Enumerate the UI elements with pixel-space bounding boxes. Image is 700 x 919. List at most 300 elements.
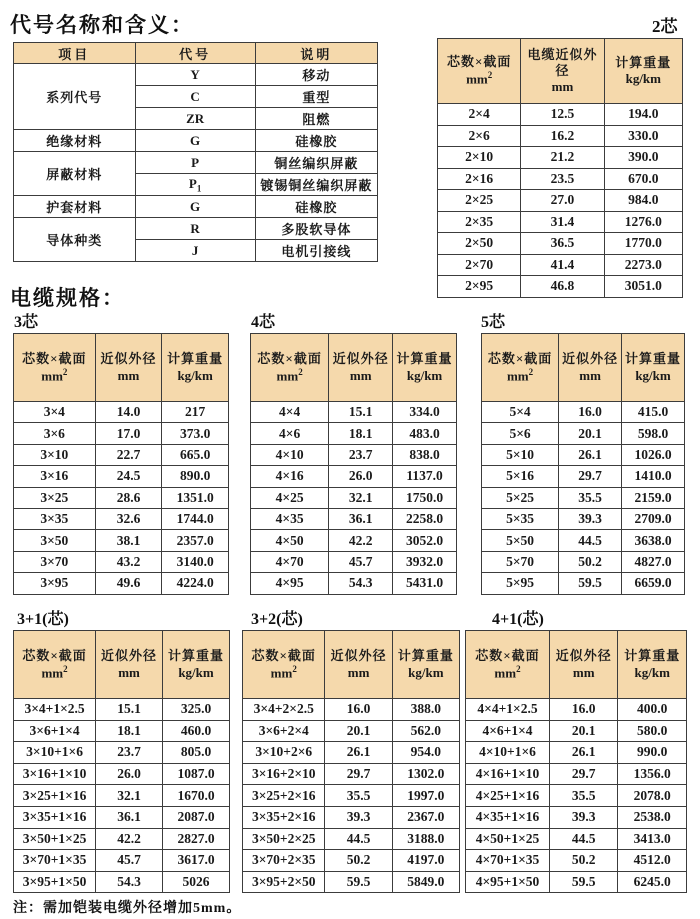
cell: 23.7 — [96, 742, 163, 764]
cell: 598.0 — [622, 423, 685, 444]
column-title: 计算重量 — [168, 648, 225, 664]
superscript: 2 — [292, 663, 297, 674]
spec-table-4core — [250, 333, 457, 595]
column-header — [604, 39, 682, 104]
cell: 5×95 — [482, 573, 559, 594]
cell: 1356.0 — [618, 763, 687, 785]
table-row — [14, 487, 229, 508]
table-row — [466, 785, 687, 807]
cell-item: 护套材料 — [14, 196, 136, 218]
table-row — [466, 806, 687, 828]
table-row — [14, 828, 230, 850]
table-row — [14, 573, 229, 594]
cell: 3×95+2×50 — [243, 871, 325, 893]
table-row — [243, 871, 460, 893]
cell: 4197.0 — [392, 850, 459, 872]
column-header — [521, 39, 604, 104]
table-row — [14, 806, 230, 828]
table-row — [243, 763, 460, 785]
table-row — [243, 828, 460, 850]
table-row — [14, 551, 229, 572]
cell-code: Y — [135, 64, 255, 86]
cell: 415.0 — [622, 402, 685, 423]
cell: 54.3 — [96, 871, 163, 893]
table-row — [14, 402, 229, 423]
cell: 2538.0 — [618, 806, 687, 828]
column-title: 近似外径 — [332, 351, 389, 367]
cell: 49.6 — [95, 573, 162, 594]
cell: 1997.0 — [392, 785, 459, 807]
cell: 44.5 — [549, 828, 618, 850]
cell: 3×25 — [14, 487, 96, 508]
cell: 32.1 — [96, 785, 163, 807]
cell: 954.0 — [392, 742, 459, 764]
cell: 15.1 — [329, 402, 393, 423]
column-unit: $mm^2$ — [466, 70, 493, 87]
cell: 5×10 — [482, 444, 559, 465]
column-title: 芯数×截面 — [22, 647, 87, 663]
column-header — [325, 631, 392, 699]
cell: 1770.0 — [604, 233, 682, 255]
cell: 6659.0 — [622, 573, 685, 594]
table-row — [14, 196, 378, 218]
table-header-row — [14, 43, 378, 64]
cell-item: 系列代号 — [14, 64, 136, 130]
table-header-row — [14, 334, 229, 402]
table-row — [251, 573, 457, 594]
cell: 2×70 — [438, 254, 521, 276]
table-row — [243, 806, 460, 828]
cell: 2159.0 — [622, 487, 685, 508]
column-title: 电缆近似外径 — [527, 46, 598, 78]
column-title: 芯数×截面 — [257, 350, 322, 366]
column-title: 计算重量 — [625, 351, 682, 367]
table-label-5core: 5芯 — [481, 314, 506, 331]
cell: 580.0 — [618, 720, 687, 742]
column-header — [438, 39, 521, 104]
cell-desc: 移动 — [255, 64, 377, 86]
section-title-codes: 代号名称和含义： — [10, 13, 194, 37]
cell: 5×35 — [482, 508, 559, 529]
cell: 4×50 — [251, 530, 329, 551]
cell-desc: 多股软导体 — [255, 218, 377, 240]
column-title: 计算重量 — [615, 54, 672, 70]
spec-table-3plus1 — [13, 630, 230, 893]
cell: 3×10 — [14, 444, 96, 465]
cell: 59.5 — [549, 871, 618, 893]
cell: 4×95+1×50 — [466, 871, 550, 893]
table-label-2core: 2芯 — [652, 17, 678, 36]
column-unit: mm — [572, 664, 595, 680]
column-header-item: 项目 — [14, 43, 136, 64]
cell: 36.1 — [329, 508, 393, 529]
cell: 5×50 — [482, 530, 559, 551]
cell: 26.0 — [96, 763, 163, 785]
cell: 59.5 — [325, 871, 392, 893]
table-row — [14, 64, 378, 86]
cell-item: 导体种类 — [14, 218, 136, 262]
table-row — [482, 444, 685, 465]
table-row — [14, 742, 230, 764]
cell: 38.1 — [95, 530, 162, 551]
column-header — [559, 334, 622, 402]
cell: 2709.0 — [622, 508, 685, 529]
cell: 2×95 — [438, 276, 521, 298]
column-header — [549, 631, 618, 699]
footer-note: 注：需加铠装电缆外径增加5mm。 — [13, 901, 242, 916]
cell: 26.1 — [325, 742, 392, 764]
cell: 3×95+1×50 — [14, 871, 96, 893]
cell: 890.0 — [162, 466, 229, 487]
table-row — [482, 487, 685, 508]
column-unit: kg/km — [625, 71, 661, 86]
cell: 20.1 — [559, 423, 622, 444]
column-unit: kg/km — [406, 367, 443, 383]
cell: 483.0 — [393, 423, 457, 444]
table-row — [14, 466, 229, 487]
cell: 4×4 — [251, 402, 329, 423]
cell: 32.1 — [329, 487, 393, 508]
table-row — [438, 190, 683, 212]
subscript: 1 — [196, 183, 202, 194]
superscript: 2 — [63, 663, 68, 674]
column-title: 计算重量 — [396, 351, 453, 367]
cell: 14.0 — [95, 402, 162, 423]
cell: 44.5 — [559, 530, 622, 551]
superscript: 2 — [298, 366, 303, 377]
cell: 2367.0 — [392, 806, 459, 828]
column-title: 近似外径 — [100, 351, 157, 367]
cell: 31.4 — [521, 211, 604, 233]
cell: 3×16+2×10 — [243, 763, 325, 785]
column-header — [14, 334, 96, 402]
table-row — [251, 487, 457, 508]
cell: 28.6 — [95, 487, 162, 508]
cell-desc: 电机引接线 — [255, 240, 377, 262]
cell: 5431.0 — [393, 573, 457, 594]
cell: 20.1 — [325, 720, 392, 742]
cell: 984.0 — [604, 190, 682, 212]
cell: 18.1 — [329, 423, 393, 444]
cell: 39.3 — [559, 508, 622, 529]
column-title: 芯数×截面 — [446, 54, 512, 70]
cell: 3932.0 — [393, 551, 457, 572]
column-title: 近似外径 — [562, 351, 619, 367]
column-header — [329, 334, 393, 402]
table-row — [243, 720, 460, 742]
spec-table-3plus2 — [242, 630, 460, 893]
cell: 5×6 — [482, 423, 559, 444]
cell: 4×25 — [251, 487, 329, 508]
column-title: 近似外径 — [555, 648, 612, 664]
cell: 3413.0 — [618, 828, 687, 850]
column-unit: $mm^2$ — [41, 366, 68, 384]
cell: 35.5 — [559, 487, 622, 508]
table-row — [14, 699, 230, 721]
table-row — [14, 850, 230, 872]
table-row — [251, 551, 457, 572]
table-header-row — [482, 334, 685, 402]
cell: 39.3 — [549, 806, 618, 828]
table-row — [438, 147, 683, 169]
cell: 373.0 — [162, 423, 229, 444]
cell-desc: 硅橡胶 — [255, 196, 377, 218]
cell: 3×4+2×2.5 — [243, 699, 325, 721]
table-row — [438, 276, 683, 298]
table-row — [438, 233, 683, 255]
table-row — [14, 218, 378, 240]
table-row — [251, 423, 457, 444]
cell: 1410.0 — [622, 466, 685, 487]
cell: 562.0 — [392, 720, 459, 742]
cell: 6245.0 — [618, 871, 687, 893]
column-unit: kg/km — [408, 664, 444, 680]
cell: 400.0 — [618, 699, 687, 721]
cell: 2×4 — [438, 104, 521, 126]
column-header — [618, 631, 687, 699]
column-header — [251, 334, 329, 402]
table-row — [251, 402, 457, 423]
column-header-code: 代号 — [135, 43, 255, 64]
cell: 50.2 — [549, 850, 618, 872]
table-row — [438, 254, 683, 276]
table-row — [438, 104, 683, 126]
cell: 32.6 — [95, 508, 162, 529]
table-row — [482, 573, 685, 594]
table-header-row — [14, 631, 230, 699]
cell-desc: 重型 — [255, 86, 377, 108]
column-title: 芯数×截面 — [487, 350, 553, 366]
column-header — [243, 631, 325, 699]
cell: 22.7 — [95, 444, 162, 465]
cell: 42.2 — [96, 828, 163, 850]
table-row — [14, 444, 229, 465]
cell: 3140.0 — [162, 551, 229, 572]
cell: 4×10+1×6 — [466, 742, 550, 764]
cell: 1137.0 — [393, 466, 457, 487]
cell: 3×4 — [14, 402, 96, 423]
table-label-3core: 3芯 — [14, 314, 39, 331]
cell: 5×4 — [482, 402, 559, 423]
cell: 45.7 — [329, 551, 393, 572]
cell: 26.0 — [329, 466, 393, 487]
cell: 990.0 — [618, 742, 687, 764]
column-unit: $mm^2$ — [506, 366, 534, 384]
column-header — [162, 334, 229, 402]
cell: 17.0 — [95, 423, 162, 444]
cell: 46.8 — [521, 276, 604, 298]
cell: 42.2 — [329, 530, 393, 551]
column-header — [96, 631, 163, 699]
cell: 4×70+1×35 — [466, 850, 550, 872]
cell-code: R — [135, 218, 255, 240]
cell: 3×6 — [14, 423, 96, 444]
table-row — [438, 211, 683, 233]
cell: 16.0 — [559, 402, 622, 423]
column-title: 计算重量 — [397, 648, 454, 664]
table-row — [251, 466, 457, 487]
column-unit: $mm^2$ — [276, 366, 303, 384]
cell: 5026 — [163, 871, 230, 893]
cell: 23.7 — [329, 444, 393, 465]
column-header — [163, 631, 230, 699]
cell-code: C — [135, 86, 255, 108]
cell: 2×16 — [438, 168, 521, 190]
table-row — [14, 530, 229, 551]
cell: 4×35+1×16 — [466, 806, 550, 828]
cell: 805.0 — [163, 742, 230, 764]
table-row — [14, 720, 230, 742]
column-unit: $mm^2$ — [270, 663, 297, 681]
cell-desc: 阻燃 — [255, 108, 377, 130]
column-title: 芯数×截面 — [22, 350, 87, 366]
table-row — [482, 402, 685, 423]
codes-table — [13, 42, 378, 262]
cell: 838.0 — [393, 444, 457, 465]
cell: 665.0 — [162, 444, 229, 465]
cell-desc: 铜丝编织屏蔽 — [255, 152, 377, 174]
spec-table-5core — [481, 333, 685, 595]
cell: 4512.0 — [618, 850, 687, 872]
column-header — [482, 334, 559, 402]
cell: 2827.0 — [163, 828, 230, 850]
cell: 670.0 — [604, 168, 682, 190]
cell: 2258.0 — [393, 508, 457, 529]
cell: 16.0 — [549, 699, 618, 721]
cell: 4×95 — [251, 573, 329, 594]
cell: 29.7 — [325, 763, 392, 785]
cell: 26.1 — [559, 444, 622, 465]
column-header-desc: 说明 — [255, 43, 377, 64]
cell: 36.1 — [96, 806, 163, 828]
cell: 3×25+2×16 — [243, 785, 325, 807]
superscript: 2 — [487, 70, 493, 81]
column-unit: kg/km — [177, 367, 213, 383]
code-text: P — [188, 175, 197, 191]
table-row — [14, 763, 230, 785]
column-unit: $mm^2$ — [41, 663, 68, 681]
table-row — [482, 551, 685, 572]
cell-desc: 镀锡铜丝编织屏蔽 — [255, 174, 377, 196]
column-title: 近似外径 — [330, 648, 387, 664]
cell: 5×70 — [482, 551, 559, 572]
cell: 3×35+2×16 — [243, 806, 325, 828]
table-row — [482, 508, 685, 529]
cell: 4827.0 — [622, 551, 685, 572]
superscript: 2 — [516, 663, 521, 674]
table-row — [243, 785, 460, 807]
cell: 4×6+1×4 — [466, 720, 550, 742]
table-row — [243, 742, 460, 764]
column-unit: mm — [347, 664, 370, 680]
cell: 3×25+1×16 — [14, 785, 96, 807]
cell: 2×25 — [438, 190, 521, 212]
cell: 24.5 — [95, 466, 162, 487]
cell: 26.1 — [549, 742, 618, 764]
cell: 5×25 — [482, 487, 559, 508]
cell: 2273.0 — [604, 254, 682, 276]
cell: 50.2 — [325, 850, 392, 872]
column-unit: mm — [349, 367, 372, 383]
table-row — [482, 466, 685, 487]
cell: 12.5 — [521, 104, 604, 126]
cell: 3×50+1×25 — [14, 828, 96, 850]
cell: 2×6 — [438, 125, 521, 147]
cell: 3×70 — [14, 551, 96, 572]
section-title-specs: 电缆规格： — [10, 286, 125, 310]
cell: 4224.0 — [162, 573, 229, 594]
cell-code: P — [135, 152, 255, 174]
superscript: 2 — [528, 366, 534, 377]
column-header — [95, 334, 162, 402]
cell: 35.5 — [325, 785, 392, 807]
cell: 1744.0 — [162, 508, 229, 529]
cell: 3×35 — [14, 508, 96, 529]
cell: 1351.0 — [162, 487, 229, 508]
table-row — [251, 530, 457, 551]
table-row — [466, 828, 687, 850]
table-header-row — [438, 39, 683, 104]
column-unit: mm — [117, 367, 140, 383]
cell: 3188.0 — [392, 828, 459, 850]
column-title: 芯数×截面 — [251, 647, 316, 663]
cell: 1276.0 — [604, 211, 682, 233]
cell: 23.5 — [521, 168, 604, 190]
column-unit: mm — [118, 664, 140, 680]
cell: 2×10 — [438, 147, 521, 169]
table-row — [466, 763, 687, 785]
cell: 3×16+1×10 — [14, 763, 96, 785]
cell: 2357.0 — [162, 530, 229, 551]
table-row — [14, 130, 378, 152]
cell: 3×70+1×35 — [14, 850, 96, 872]
cell: 4×50+1×25 — [466, 828, 550, 850]
cell: 3×10+2×6 — [243, 742, 325, 764]
column-header — [392, 631, 459, 699]
cell-item: 绝缘材料 — [14, 130, 136, 152]
spec-table-4plus1 — [465, 630, 687, 893]
table-row — [466, 742, 687, 764]
cell-item: 屏蔽材料 — [14, 152, 136, 196]
cell: 334.0 — [393, 402, 457, 423]
cell: 16.2 — [521, 125, 604, 147]
cell: 2×50 — [438, 233, 521, 255]
superscript: 2 — [62, 366, 68, 377]
column-header — [14, 631, 96, 699]
cell: 217 — [162, 402, 229, 423]
cell: 330.0 — [604, 125, 682, 147]
cell: 41.4 — [521, 254, 604, 276]
column-title: 近似外径 — [101, 648, 158, 664]
cell: 3×16 — [14, 466, 96, 487]
cell: 388.0 — [392, 699, 459, 721]
cell: 35.5 — [549, 785, 618, 807]
cell: 3×10+1×6 — [14, 742, 96, 764]
cell: 36.5 — [521, 233, 604, 255]
table-label-4plus1: 4+1(芯) — [492, 611, 544, 628]
table-label-3plus2: 3+2(芯) — [251, 611, 303, 628]
cell: 5849.0 — [392, 871, 459, 893]
cell: 20.1 — [549, 720, 618, 742]
cell: 21.2 — [521, 147, 604, 169]
table-row — [466, 871, 687, 893]
table-row — [243, 699, 460, 721]
cell-code: ZR — [135, 108, 255, 130]
cell: 2078.0 — [618, 785, 687, 807]
column-title: 计算重量 — [624, 648, 681, 664]
table-header-row — [251, 334, 457, 402]
cell: 3051.0 — [604, 276, 682, 298]
